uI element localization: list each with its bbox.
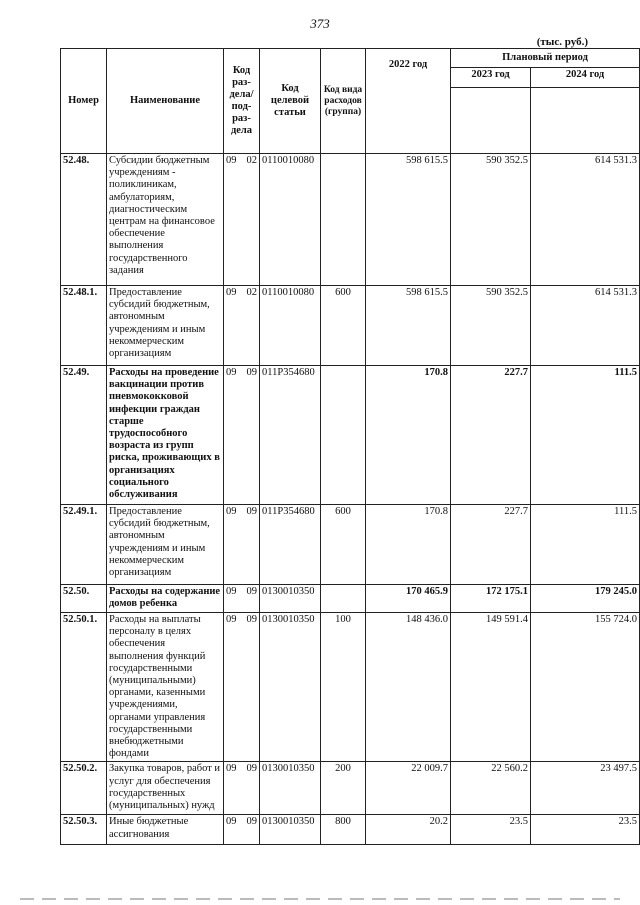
table-row	[61, 505, 640, 585]
row-subsection: 09	[238, 585, 260, 613]
header-expense-type: Код вида расходов (группа)	[321, 49, 366, 154]
row-name: Иные бюджетные ассигнования	[107, 815, 224, 845]
row-2023: 590 352.5	[451, 286, 531, 366]
row-target: 0130010350	[260, 585, 321, 613]
row-2022: 148 436.0	[366, 613, 451, 762]
row-section: 09	[224, 154, 238, 286]
row-section: 09	[224, 815, 238, 845]
row-subsection: 09	[238, 613, 260, 762]
row-expense-type	[321, 366, 366, 505]
row-section: 09	[224, 585, 238, 613]
row-target: 0130010350	[260, 815, 321, 845]
row-target: 011P354680	[260, 366, 321, 505]
row-2022: 170.8	[366, 366, 451, 505]
row-subsection: 02	[238, 286, 260, 366]
row-2022: 20.2	[366, 815, 451, 845]
row-2023: 172 175.1	[451, 585, 531, 613]
row-section: 09	[224, 613, 238, 762]
table-row	[61, 613, 640, 762]
row-number: 52.49.1.	[61, 505, 107, 585]
header-year-2024: 2024 год	[531, 68, 640, 88]
row-name: Расходы на выплаты персоналу в целях обеспечения выполнения функций государственными (муниципальными) органами, казенными учреждениями, органами управления государственными внебюджетными фондами	[107, 613, 224, 762]
row-expense-type	[321, 154, 366, 286]
units-label: (тыс. руб.)	[536, 36, 588, 48]
header-year-2023-spacer	[451, 88, 531, 154]
row-2024: 23.5	[531, 815, 640, 845]
table-row	[61, 154, 640, 286]
row-name: Закупка товаров, работ и услуг для обеспечения государственных (муниципальных) нужд	[107, 762, 224, 815]
row-number: 52.50.1.	[61, 613, 107, 762]
table-row	[61, 286, 640, 366]
row-number: 52.49.	[61, 366, 107, 505]
row-expense-type	[321, 585, 366, 613]
header-year-2023: 2023 год	[451, 68, 531, 88]
table-row	[61, 585, 640, 613]
header-planning-period: Плановый период	[451, 49, 640, 68]
row-2022: 22 009.7	[366, 762, 451, 815]
row-2024: 23 497.5	[531, 762, 640, 815]
row-target: 0110010080	[260, 154, 321, 286]
row-name: Субсидии бюджетным учреждениям - поликлиникам, амбулаториям, диагностическим центрам на финансовое обеспечение выполнения государственного задания	[107, 154, 224, 286]
row-name: Расходы на содержание домов ребенка	[107, 585, 224, 613]
table-row	[61, 366, 640, 505]
table-row	[61, 815, 640, 845]
page-number: 373	[310, 16, 330, 31]
row-2023: 227.7	[451, 366, 531, 505]
row-expense-type: 200	[321, 762, 366, 815]
row-number: 52.50.	[61, 585, 107, 613]
row-number: 52.48.	[61, 154, 107, 286]
row-2024: 614 531.3	[531, 286, 640, 366]
row-expense-type: 600	[321, 505, 366, 585]
row-expense-type: 800	[321, 815, 366, 845]
header-number: Номер	[61, 49, 107, 154]
row-number: 52.50.2.	[61, 762, 107, 815]
row-2022: 598 615.5	[366, 154, 451, 286]
row-subsection: 09	[238, 815, 260, 845]
row-2024: 111.5	[531, 366, 640, 505]
row-name: Предоставление субсидий бюджетным, автономным учреждениям и иным некоммерческим организациям	[107, 286, 224, 366]
row-number: 52.50.3.	[61, 815, 107, 845]
header-year-2022: 2022 год	[366, 49, 451, 154]
row-section: 09	[224, 505, 238, 585]
row-subsection: 09	[238, 762, 260, 815]
budget-table	[60, 48, 640, 845]
row-2022: 170 465.9	[366, 585, 451, 613]
table-row	[61, 762, 640, 815]
row-section: 09	[224, 762, 238, 815]
row-target: 0110010080	[260, 286, 321, 366]
header-year-2024-spacer	[531, 88, 640, 154]
row-2024: 111.5	[531, 505, 640, 585]
row-section: 09	[224, 286, 238, 366]
row-subsection: 02	[238, 154, 260, 286]
row-target: 0130010350	[260, 762, 321, 815]
row-subsection: 09	[238, 505, 260, 585]
row-2022: 170.8	[366, 505, 451, 585]
row-target: 0130010350	[260, 613, 321, 762]
row-2024: 614 531.3	[531, 154, 640, 286]
row-name: Расходы на проведение вакцинации против пневмококковой инфекции граждан старше трудоспособного возраста из групп риска, проживающих в организациях социального обслуживания	[107, 366, 224, 505]
row-2024: 155 724.0	[531, 613, 640, 762]
row-2023: 22 560.2	[451, 762, 531, 815]
row-number: 52.48.1.	[61, 286, 107, 366]
row-2023: 590 352.5	[451, 154, 531, 286]
scan-edge-mark	[20, 898, 620, 900]
row-2022: 598 615.5	[366, 286, 451, 366]
row-2024: 179 245.0	[531, 585, 640, 613]
row-name: Предоставление субсидий бюджетным, автономным учреждениям и иным некоммерческим организациям	[107, 505, 224, 585]
header-section: Код раз- дела/ под- раз- дела	[224, 49, 260, 154]
row-section: 09	[224, 366, 238, 505]
row-2023: 227.7	[451, 505, 531, 585]
row-target: 011P354680	[260, 505, 321, 585]
row-2023: 23.5	[451, 815, 531, 845]
header-name: Наименование	[107, 49, 224, 154]
row-expense-type: 100	[321, 613, 366, 762]
row-expense-type: 600	[321, 286, 366, 366]
row-2023: 149 591.4	[451, 613, 531, 762]
header-target: Код целевой статьи	[260, 49, 321, 154]
row-subsection: 09	[238, 366, 260, 505]
